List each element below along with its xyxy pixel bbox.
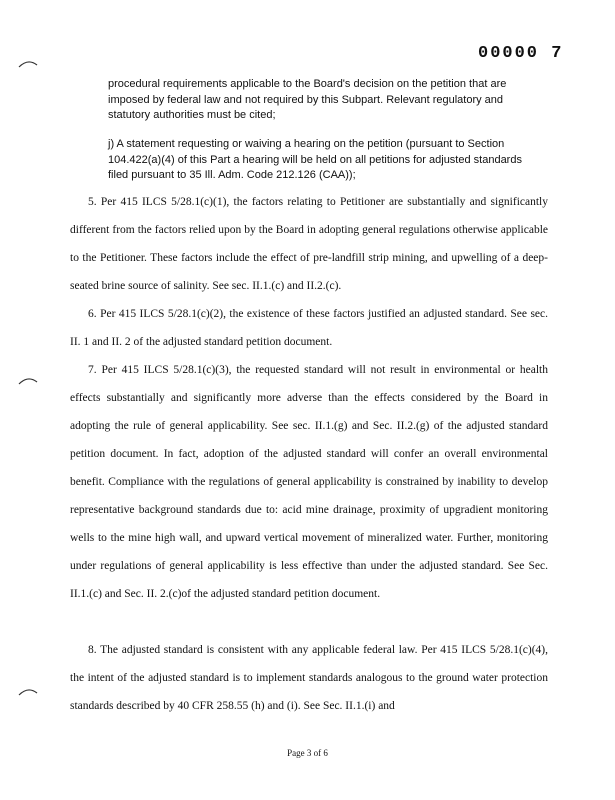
quoted-item-j: j) A statement requesting or waiving a hearing on the petition (pursuant to Section 104.422(a)(4) of this Part a hearing will be held on all petitions for adjusted standards filed pursuant to 35 Ill. Adm. Code 212.126 (CAA));	[108, 138, 522, 181]
paragraph-6: 6. Per 415 ILCS 5/28.1(c)(2), the existence of these factors justified an adjusted standard. See sec. II. 1 and II. 2 of the adjusted standard petition document.	[70, 308, 548, 348]
punch-hole-mark-top	[18, 58, 38, 70]
page-footer: Page 3 of 6	[287, 748, 328, 758]
punch-hole-mark-middle	[18, 375, 38, 387]
paragraph-7: 7. Per 415 ILCS 5/28.1(c)(3), the requested standard will not result in environmental or health effects substantially and significantly more adverse than the effects considered by the Board in adopting the rule of general applicability. See sec. II.1.(g) and Sec. II.2.(g) of the adjusted standard petition document. In fact, adoption of the adjusted standard will confer an overall environmental benefit. Compliance with the regulations of general applicability is constrained by inability to develop representative background standards due to: acid mine drainage, proximity of upgradient monitoring wells to the mine high wall, and upward vertical movement of mineralized water. Further, monitoring under regulations of general applicability is less effective than under the adjusted standard. See Sec. II.1.(c) and Sec. II. 2.(c)of the adjusted standard petition document.	[70, 364, 548, 600]
paragraph-5: 5. Per 415 ILCS 5/28.1(c)(1), the factors relating to Petitioner are substantially and significantly different from the factors relied upon by the Board in adopting general regulations otherwise applicable to the Petitioner. These factors include the effect of pre-landfill strip mining, and upwelling of a deep-seated brine source of salinity. See sec. II.1.(c) and II.2.(c).	[70, 196, 548, 292]
punch-hole-mark-bottom	[18, 686, 38, 698]
paragraph-8: 8. The adjusted standard is consistent with any applicable federal law. Per 415 ILCS 5/28.1(c)(4), the intent of the adjusted standard is to implement standards analogous to the ground water protection standards described by 40 CFR 258.55 (h) and (i). See Sec. II.1.(i) and	[70, 644, 548, 712]
page-stamp-number: 00000 7	[478, 44, 564, 63]
quoted-item-i-continuation: procedural requirements applicable to the Board's decision on the petition that are imposed by federal law and not required by this Subpart. Relevant regulatory and statutory authorities must be cited;	[108, 78, 507, 121]
